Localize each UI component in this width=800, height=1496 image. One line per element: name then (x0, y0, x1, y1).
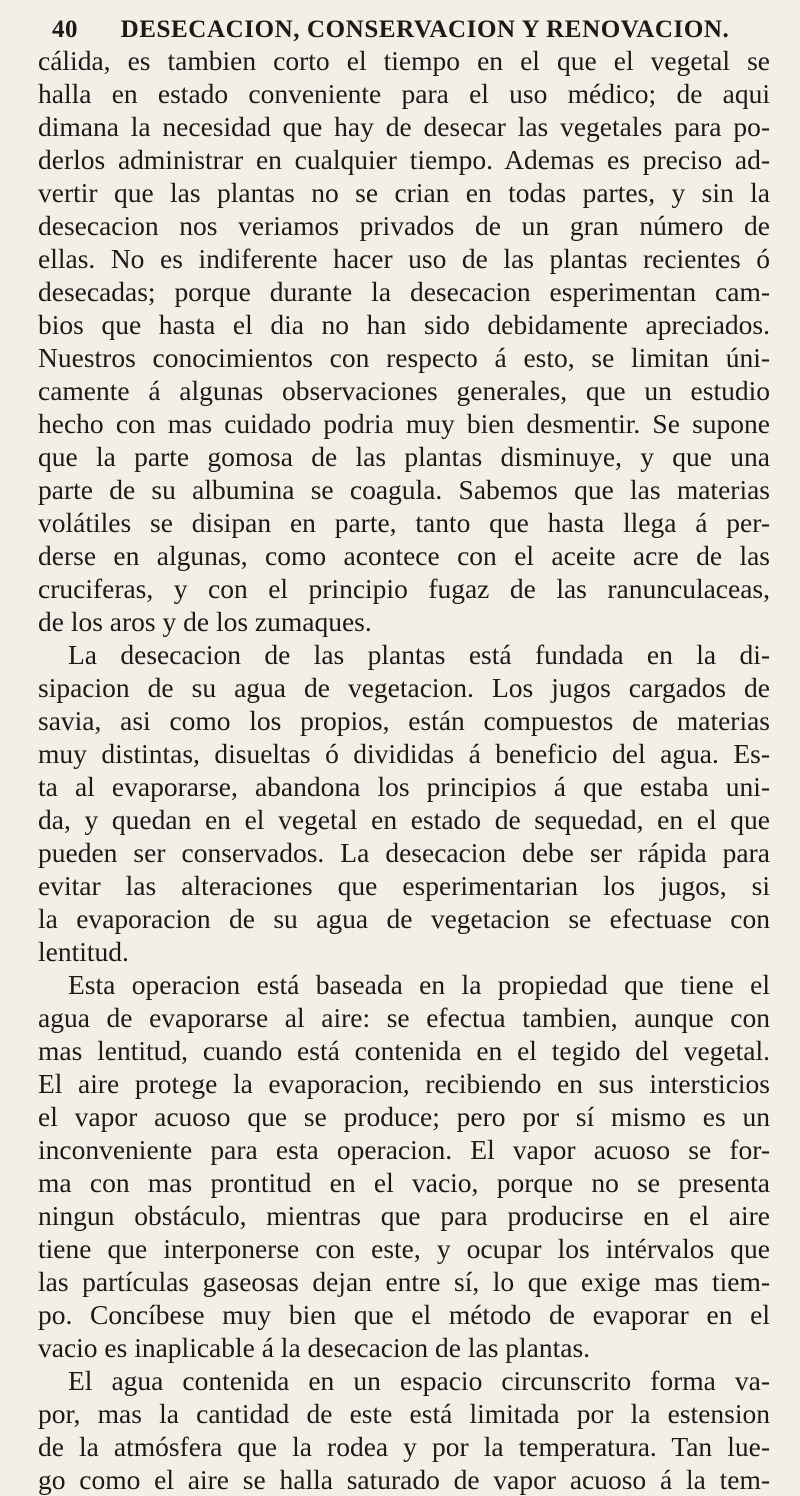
text-line: Esta operacion está baseada en la propiedad que tiene el (68, 969, 770, 1000)
text-line: la evaporacion de su agua de vegetacion se efectuase con (38, 903, 770, 934)
text-line: desecacion nos veriamos privados de un gran número de (38, 210, 770, 241)
text-line: ellas. No es indiferente hacer uso de las plantas recientes ó (38, 243, 770, 274)
text-line: de los aros y de los zumaques. (38, 606, 372, 637)
text-line: ta al evaporarse, abandona los principios á que estaba uni- (38, 771, 770, 802)
running-title: DESECACION, CONSERVACION Y RENOVACION. (120, 16, 730, 43)
text-line: cruciferas, y con el principio fugaz de las ranunculaceas, (38, 573, 770, 604)
text-line: sipacion de su agua de vegetacion. Los jugos cargados de (38, 672, 770, 703)
text-line: ma con mas prontitud en el vacio, porque no se presenta (38, 1167, 770, 1198)
text-line: go como el aire se halla saturado de vapor acuoso á la tem- (38, 1464, 770, 1495)
text-line: halla en estado conveniente para el uso médico; de aqui (38, 78, 770, 109)
text-line: dimana la necesidad que hay de desecar las vegetales para po- (38, 111, 770, 142)
text-line: vertir que las plantas no se crian en todas partes, y sin la (38, 177, 770, 208)
text-line: El aire protege la evaporacion, recibiendo en sus intersticios (38, 1068, 770, 1099)
text-line: que la parte gomosa de las plantas disminuye, y que una (38, 441, 770, 472)
text-line: volátiles se disipan en parte, tanto que hasta llega á per- (38, 507, 770, 538)
text-line: por, mas la cantidad de este está limitada por la estension (38, 1398, 770, 1429)
text-line: lentitud. (38, 936, 129, 967)
text-line: evitar las alteraciones que esperimentarian los jugos, si (38, 870, 770, 901)
text-line: camente á algunas observaciones generales, que un estudio (38, 375, 770, 406)
text-line: savia, asi como los propios, están compuestos de materias (38, 705, 770, 736)
text-line: muy distintas, disueltas ó divididas á beneficio del agua. Es- (38, 738, 770, 769)
text-line: El agua contenida en un espacio circunscrito forma va- (68, 1365, 770, 1396)
text-line: agua de evaporarse al aire: se efectua tambien, aunque con (38, 1002, 770, 1033)
text-line: las partículas gaseosas dejan entre sí, lo que exige mas tiem- (38, 1266, 770, 1297)
text-line: La desecacion de las plantas está fundada en la di- (68, 639, 770, 670)
text-line: po. Concíbese muy bien que el método de evaporar en el (38, 1299, 770, 1330)
text-line: pueden ser conservados. La desecacion debe ser rápida para (38, 837, 770, 868)
text-line: cálida, es tambien corto el tiempo en el que el vegetal se (38, 45, 770, 76)
text-line: vacio es inaplicable á la desecacion de las plantas. (38, 1332, 591, 1363)
text-line: el vapor acuoso que se produce; pero por sí mismo es un (38, 1101, 770, 1132)
body-text (38, 44, 770, 1496)
text-line: hecho con mas cuidado podria muy bien desmentir. Se supone (38, 408, 770, 439)
text-line: Nuestros conocimientos con respecto á esto, se limitan úni- (38, 342, 770, 373)
text-line: mas lentitud, cuando está contenida en el tegido del vegetal. (38, 1035, 770, 1066)
text-line: derlos administrar en cualquier tiempo. Ademas es preciso ad- (38, 144, 770, 175)
text-line: derse en algunas, como acontece con el aceite acre de las (38, 540, 770, 571)
text-line: da, y quedan en el vegetal en estado de sequedad, en el que (38, 804, 770, 835)
text-line: ningun obstáculo, mientras que para producirse en el aire (38, 1200, 770, 1231)
text-line: bios que hasta el dia no han sido debidamente apreciados. (38, 309, 770, 340)
text-line: parte de su albumina se coagula. Sabemos que las materias (38, 474, 770, 505)
page-number: 40 (52, 16, 78, 43)
text-line: de la atmósfera que la rodea y por la temperatura. Tan lue- (38, 1431, 770, 1462)
running-header (38, 0, 770, 44)
text-line: desecadas; porque durante la desecacion esperimentan cam- (38, 276, 770, 307)
text-line: inconveniente para esta operacion. El vapor acuoso se for- (38, 1134, 770, 1165)
text-line: tiene que interponerse con este, y ocupar los intérvalos que (38, 1233, 770, 1264)
